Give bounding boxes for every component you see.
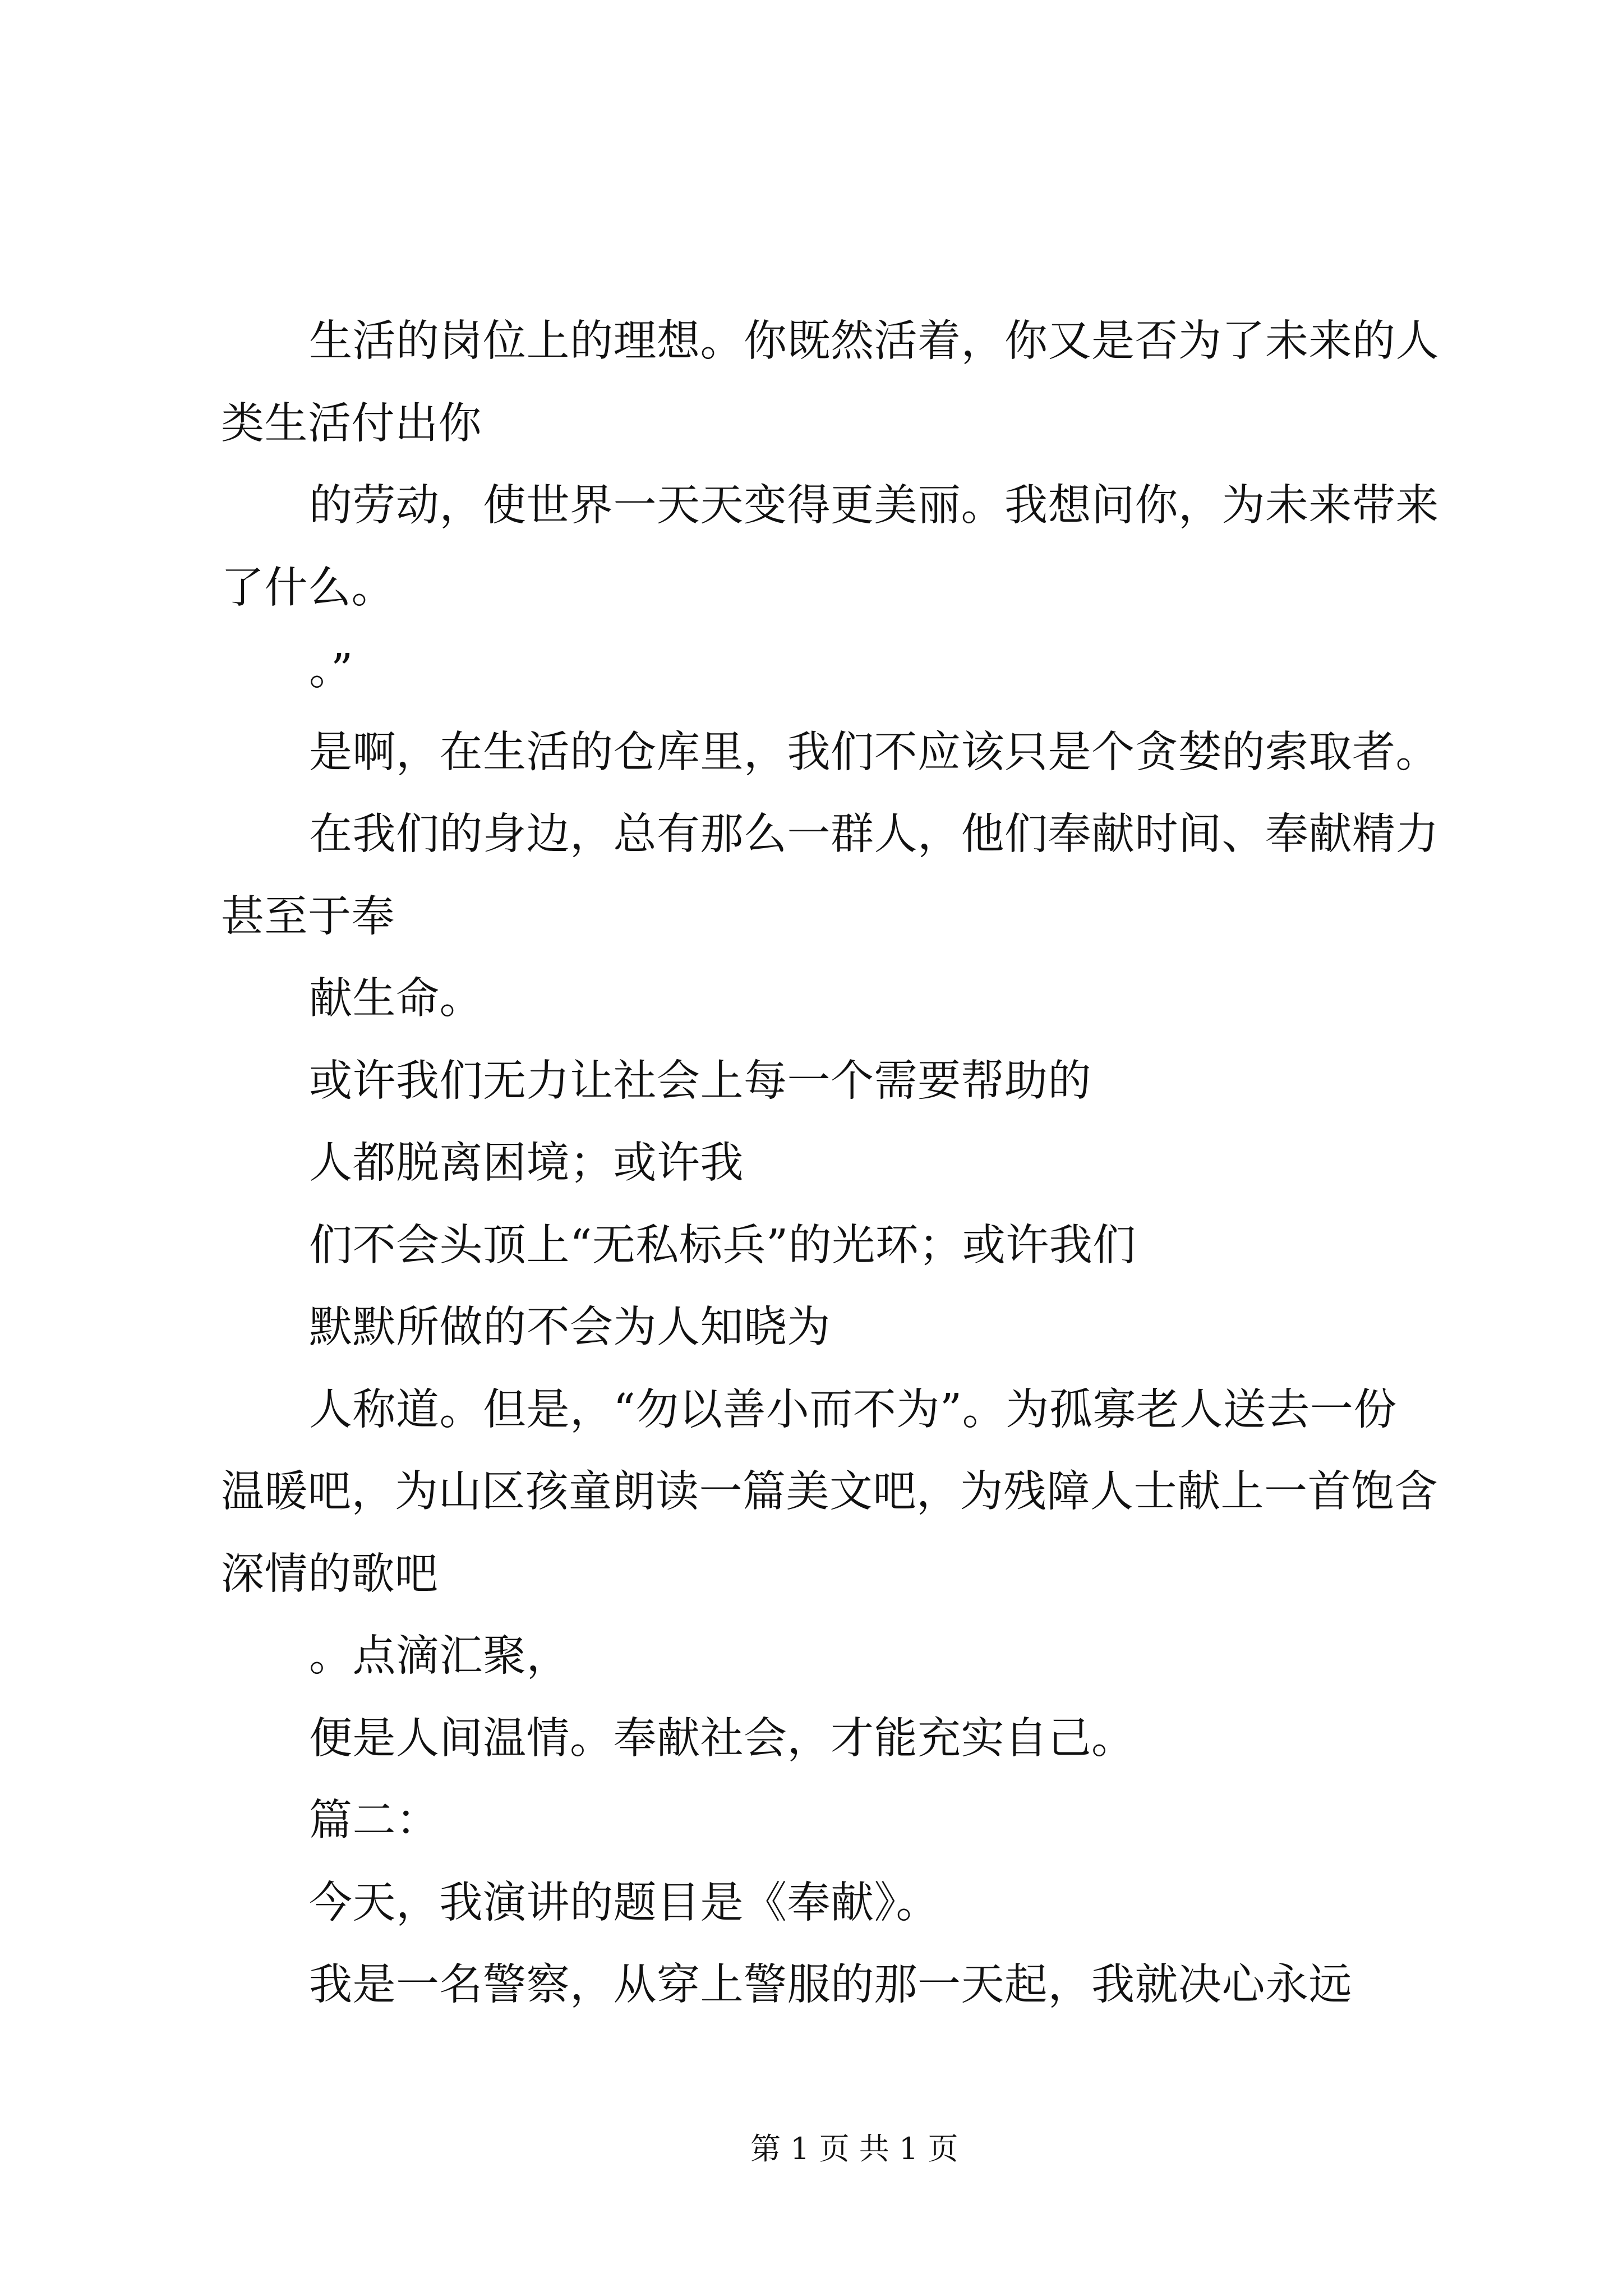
- paragraph: [221, 1205, 1455, 1287]
- text-line: 是啊，在生活的仓库里，我们不应该只是个贪婪的索取者。: [309, 727, 1439, 777]
- document-body: [221, 301, 1455, 2027]
- paragraph: [221, 1616, 1455, 1698]
- text-line: 便是人间温情。奉献社会，才能充实自己。: [309, 1713, 1135, 1764]
- text-line: 人都脱离困境；或许我: [309, 1138, 744, 1188]
- text-line: 我是一名警察，从穿上警服的那一天起，我就决心永远: [309, 1960, 1352, 2010]
- paragraph: [221, 1041, 1455, 1123]
- paragraph: [221, 1698, 1455, 1780]
- text-line: 甚至于奉: [221, 891, 395, 942]
- paragraph: [221, 1944, 1455, 2027]
- text-line: 们不会头顶上“无私标兵”的光环；或许我们: [309, 1220, 1136, 1271]
- text-line: 。点滴汇聚，: [309, 1631, 570, 1681]
- paragraph: [221, 712, 1455, 794]
- paragraph: [221, 1862, 1455, 1945]
- text-line: 生活的岗位上的理想。你既然活着，你又是否为了未来的人: [309, 316, 1439, 366]
- paragraph: [221, 1369, 1455, 1616]
- text-line: 今天，我演讲的题目是《奉献》。: [309, 1878, 939, 1928]
- paragraph: [221, 629, 1455, 712]
- paragraph: [221, 301, 1455, 465]
- text-line: 献生命。: [309, 974, 483, 1024]
- paragraph: [221, 1122, 1455, 1205]
- paragraph: [221, 958, 1455, 1041]
- text-line: 在我们的身边，总有那么一群人，他们奉献时间、奉献精力: [309, 809, 1439, 859]
- text-line: 篇二：: [309, 1796, 440, 1846]
- paragraph: [221, 1287, 1455, 1369]
- page-footer: 第 1 页 共 1 页: [750, 2131, 958, 2166]
- section-heading: [221, 1780, 1455, 1862]
- text-line: 人称道。但是，“勿以善小而不为”。为孤寡老人送去一份: [309, 1384, 1397, 1435]
- text-line: 类生活付出你: [221, 398, 482, 449]
- text-line: 的劳动，使世界一天天变得更美丽。我想问你，为未来带来: [309, 481, 1439, 531]
- text-line: 了什么。: [221, 563, 395, 613]
- text-line: 默默所做的不会为人知晓为: [309, 1303, 831, 1352]
- text-line: 温暖吧，为山区孩童朗读一篇美文吧，为残障人士献上一首饱含: [221, 1467, 1438, 1517]
- text-line: 深情的歌吧: [221, 1549, 439, 1599]
- text-line: 。”: [309, 645, 353, 695]
- paragraph: [221, 465, 1455, 629]
- text-line: 或许我们无力让社会上每一个需要帮助的: [309, 1056, 1091, 1106]
- paragraph: [221, 794, 1455, 958]
